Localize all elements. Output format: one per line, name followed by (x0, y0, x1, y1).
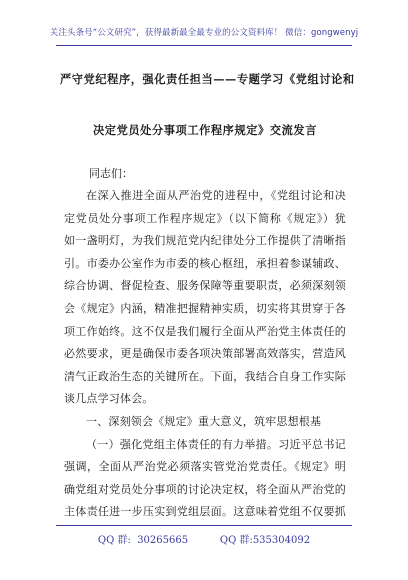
paragraph-line: 强调，全面从严治党必须落实管党治党责任。《规定》明 (64, 460, 346, 474)
paragraph-line: 主体责任进一步压实到党组层面。这意味着党组不仅要抓 (64, 505, 346, 519)
paragraph-line: 综合协调、督促检查、服务保障等重要职责，必须深刻领 (64, 279, 346, 293)
header-divider (56, 45, 352, 46)
salutation: 同志们： (89, 167, 133, 180)
paragraph-1 (64, 185, 346, 524)
document-title-line-2: 决定党员处分事项工作程序规定》交流发言 (93, 123, 317, 137)
paragraph-line: 谈几点学习体会。 (64, 392, 154, 406)
paragraph-line: 确党组对党员处分事项的讨论决定权，将全面从严治党的 (64, 482, 346, 496)
document-title-line-1: 严守党纪程序，强化责任担当——专题学习《党组讨论和 (60, 72, 355, 86)
header-banner: 关注头条号“公文研究”，获得最新最全最专业的公文资料库！ 微信：gongwenyj (49, 28, 359, 38)
paragraph-line: 在深入推进全面从严治党的进程中，《党组讨论和决 (86, 189, 346, 202)
section-heading: 一、深刻领会《规定》重大意义，筑牢思想根基 (86, 414, 322, 428)
paragraph-line: 必然要求，更是确保市委各项决策部署高效落实，营造风 (64, 347, 346, 361)
footer-divider (56, 525, 352, 526)
footer-qq-groups: QQ 群: 30265665 QQ 群:535304092 (97, 535, 311, 546)
paragraph-line: 清气正政治生态的关键所在。下面，我结合自身工作实际 (64, 369, 346, 383)
paragraph-line: （一）强化党组主体责任的有力举措。习近平总书记 (86, 437, 346, 451)
paragraph-line: 如一盏明灯，为我们规范党内纪律处分工作提供了清晰指 (64, 234, 346, 248)
paragraph-line: 会《规定》内涵，精准把握精神实质，切实将其贯穿于各 (64, 301, 346, 315)
paragraph-line: 引。市委办公室作为市委的核心枢纽，承担着参谋辅政、 (64, 256, 346, 270)
paragraph-line: 项工作始终。这不仅是我们履行全面从严治党主体责任的 (64, 324, 346, 338)
paragraph-line: 定党员处分事项工作程序规定》（以下简称《规定》）犹 (64, 211, 346, 225)
